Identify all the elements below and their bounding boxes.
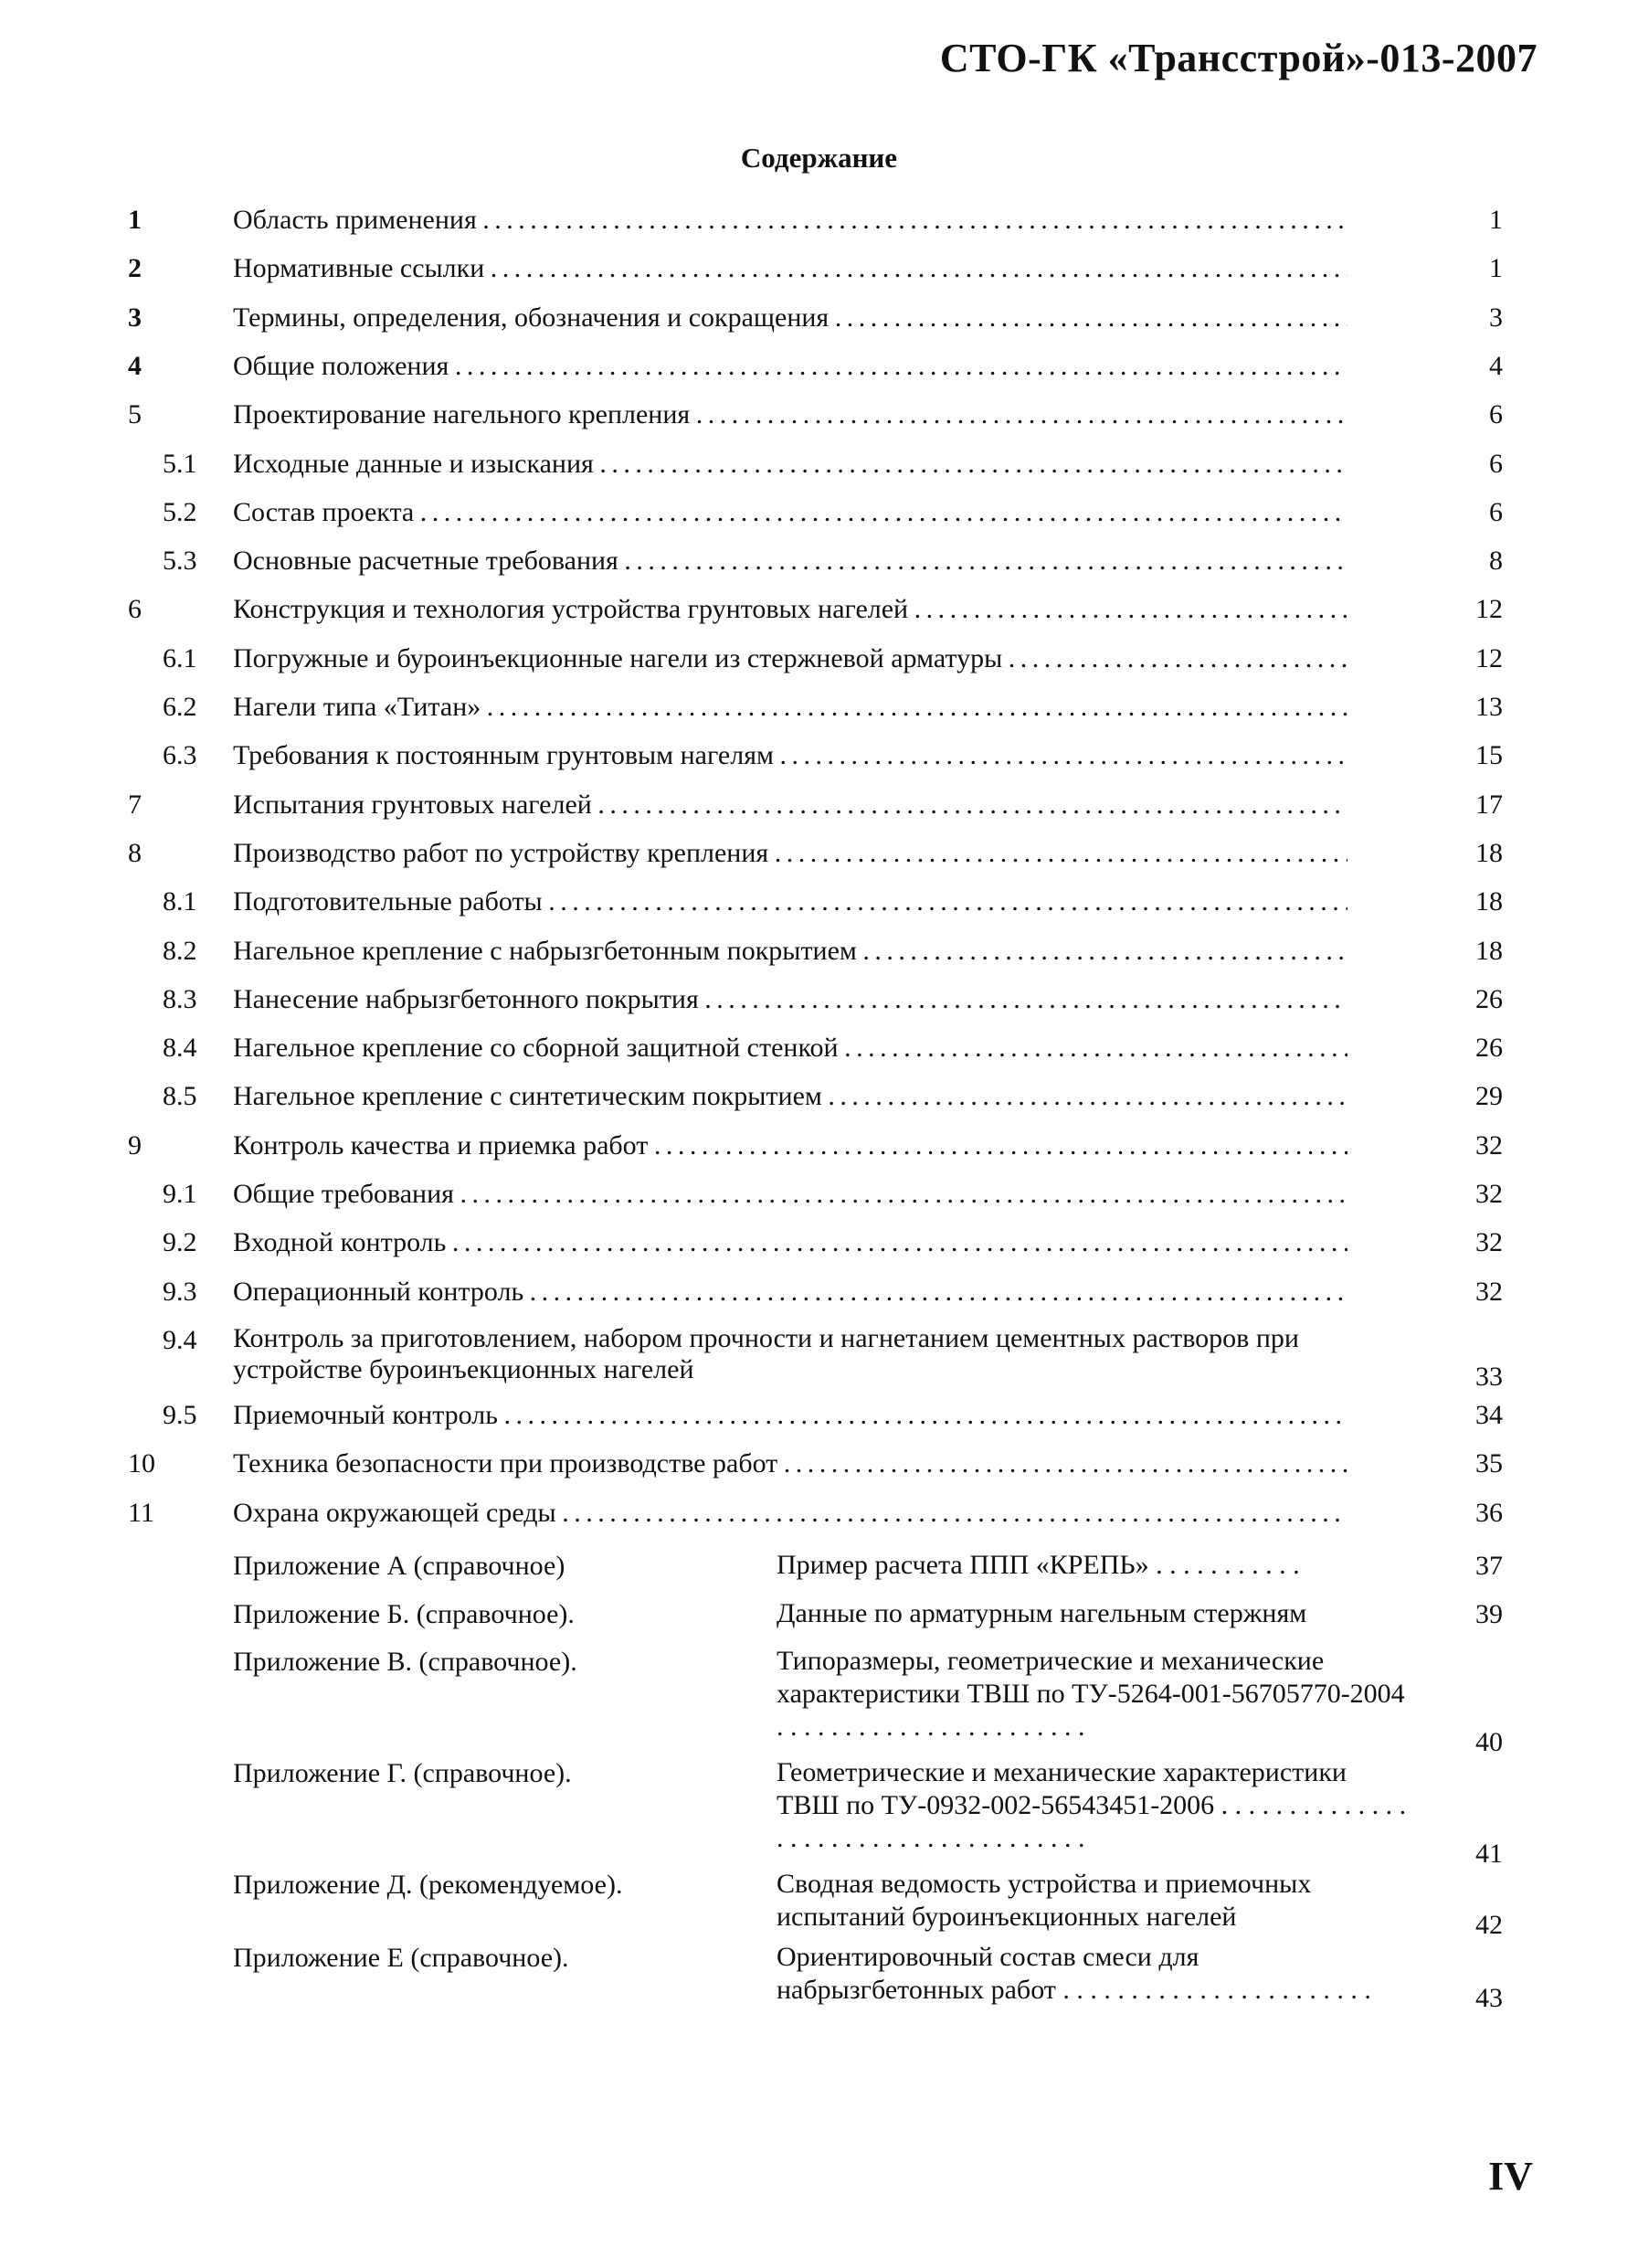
toc-entry-title: Проектирование нагельного крепления . . . [233, 397, 1347, 432]
appendix-page: 40 [1475, 1727, 1503, 1757]
toc-entry-title: Нагельное крепление с синтетическим покрытием . . . [233, 1079, 1347, 1114]
toc-entry-page: 6 [1489, 448, 1503, 479]
toc-entry[interactable] [0, 982, 1638, 1031]
toc-entry-page: 4 [1489, 350, 1503, 381]
toc-entry-title: Термины, определения, обозначения и сокращения . . . [233, 301, 1347, 335]
toc-entry-title: Нанесение набрызгбетонного покрытия . . . [233, 982, 1347, 1017]
toc-entry-title: Нагельное крепление с набрызгбетонным покрытием . . . [233, 934, 1347, 969]
toc-entry-number: 6.1 [163, 642, 197, 673]
toc-entry[interactable] [0, 447, 1638, 495]
toc-entry-number: 6 [128, 594, 142, 625]
document-code-header: СТО-ГК «Трансстрой»-013-2007 [939, 36, 1538, 80]
toc-entry-number: 4 [128, 350, 142, 381]
toc-entry[interactable] [0, 544, 1638, 592]
appendix-label: Приложение В. (справочное). [233, 1647, 577, 1677]
appendix-label: Приложение Д. (рекомендуемое). [233, 1870, 623, 1900]
toc-entry-page: 34 [1475, 1399, 1503, 1430]
toc-entry-number: 6.2 [163, 692, 197, 722]
toc-entry[interactable] [0, 1177, 1638, 1225]
toc-entry-page: 18 [1475, 935, 1503, 966]
toc-entry-page: 32 [1475, 1179, 1503, 1209]
toc-entry-title: Подготовительные работы . . . [233, 885, 1347, 919]
toc-entry[interactable] [0, 251, 1638, 300]
toc-entry[interactable] [0, 690, 1638, 738]
toc-entry-number: 9.5 [163, 1399, 197, 1430]
toc-entry-number: 9.4 [163, 1324, 197, 1355]
toc-entry-page: 1 [1489, 205, 1503, 235]
toc-entry-number: 8.1 [163, 886, 197, 917]
toc-title: Содержание [740, 142, 898, 174]
toc-entry-title: Контроль за приготовлением, набором прочности и нагнетанием цементных растворов при устройстве буроинъекционных нагелей [233, 1322, 1299, 1384]
toc-entry-title: Техника безопасности при производстве работ . . . [233, 1447, 1347, 1481]
toc-entry-title: Общие положения . . . [233, 349, 1347, 384]
toc-entry-page: 12 [1475, 594, 1503, 625]
toc-entry-page: 32 [1475, 1276, 1503, 1307]
toc-entry-number: 11 [128, 1497, 154, 1528]
toc-entry-page: 13 [1475, 692, 1503, 722]
appendix-entry[interactable] [0, 1941, 1638, 2051]
toc-entry[interactable] [0, 1079, 1638, 1128]
toc-entry-title: Исходные данные и изыскания . . . [233, 447, 1347, 482]
toc-entry-number: 8.5 [163, 1081, 197, 1112]
appendix-entry[interactable] [0, 1645, 1638, 1757]
toc-entry-page: 26 [1475, 983, 1503, 1014]
toc-entry[interactable] [0, 1447, 1638, 1495]
toc-entry-page: 26 [1475, 1033, 1503, 1064]
appendix-label: Приложение А (справочное) [233, 1551, 565, 1581]
toc-entry[interactable] [0, 1323, 1638, 1396]
toc-entry-number: 7 [128, 789, 142, 820]
toc-entry-number: 8 [128, 837, 142, 868]
appendix-label: Приложение Г. (справочное). [233, 1758, 572, 1788]
appendix-page: 42 [1475, 1910, 1503, 1940]
appendix-description: Геометрические и механические характеристики ТВШ по ТУ-0932-002-56543451-2006 . . . . . . . . . . . . . . . . . . . . . . . . . . . . . . . . . . . . . [777, 1757, 1407, 1853]
toc-entry-title: Входной контроль . . . [233, 1225, 1347, 1260]
toc-entry-page: 33 [1475, 1361, 1503, 1392]
page-number-roman: IV [1488, 2154, 1533, 2199]
toc-entry-number: 5.1 [163, 448, 197, 479]
toc-entry[interactable] [0, 1496, 1638, 1544]
toc-entry[interactable] [0, 788, 1638, 836]
toc-entry-title: Нормативные ссылки . . . [233, 251, 1347, 286]
appendix-label: Приложение Б. (справочное). [233, 1599, 575, 1629]
toc-entry-page: 29 [1475, 1081, 1503, 1112]
toc-entry-title: Требования к постоянным грунтовым нагелям . . . [233, 738, 1347, 773]
toc-entry-title: Область применения . . . [233, 203, 1347, 238]
toc-entry-title: Операционный контроль . . . [233, 1275, 1347, 1309]
appendix-description: Сводная ведомость устройства и приемочных испытаний буроинъекционных нагелей [777, 1869, 1312, 1932]
toc-entry-page: 3 [1489, 302, 1503, 333]
toc-entry-number: 1 [128, 205, 142, 235]
appendix-description: Данные по арматурным нагельным стержням [777, 1598, 1307, 1628]
appendix-entry[interactable] [0, 1756, 1638, 1869]
toc-entry-number: 10 [128, 1448, 155, 1479]
appendix-page: 37 [1475, 1551, 1503, 1581]
toc-entry[interactable] [0, 1225, 1638, 1274]
toc-entry-title: Погружные и буроинъекционные нагели из стержневой арматуры . . . [233, 641, 1347, 676]
toc-entry-title: Контроль качества и приемка работ . . . [233, 1129, 1347, 1163]
toc-entry-title: Испытания грунтовых нагелей . . . [233, 788, 1347, 822]
appendix-label: Приложение Е (справочное). [233, 1943, 569, 1973]
toc-entry[interactable] [0, 836, 1638, 885]
appendix-page: 41 [1475, 1839, 1503, 1869]
toc-entry[interactable] [0, 1031, 1638, 1079]
toc-entry[interactable] [0, 301, 1638, 349]
toc-entry-number: 8.2 [163, 935, 197, 966]
toc-entry[interactable] [0, 1275, 1638, 1323]
toc-entry-number: 9.1 [163, 1179, 197, 1209]
toc-entry-page: 35 [1475, 1448, 1503, 1479]
toc-entry-number: 3 [128, 302, 142, 333]
toc-entry[interactable] [0, 934, 1638, 982]
toc-entry-number: 2 [128, 253, 142, 284]
toc-entry-page: 1 [1489, 253, 1503, 284]
toc-entry-title: Основные расчетные требования . . . [233, 544, 1347, 578]
toc-entry-page: 18 [1475, 837, 1503, 868]
toc-entry[interactable] [0, 203, 1638, 251]
toc-entry-page: 6 [1489, 399, 1503, 430]
toc-entry-title: Производство работ по устройству крепления . . . [233, 836, 1347, 871]
toc-entry-number: 8.4 [163, 1033, 197, 1064]
toc-entry[interactable] [0, 738, 1638, 787]
toc-entry-page: 18 [1475, 886, 1503, 917]
toc-entry-page: 6 [1489, 496, 1503, 527]
toc-entry[interactable] [0, 397, 1638, 446]
toc-entry-number: 5 [128, 399, 142, 430]
toc-entry-number: 9 [128, 1129, 142, 1160]
toc-entry-title: Охрана окружающей среды . . . [233, 1496, 1347, 1531]
toc-entry-number: 5.3 [163, 546, 197, 577]
toc-entry-title: Приемочный контроль . . . [233, 1398, 1347, 1433]
appendix-page: 43 [1475, 1983, 1503, 2013]
toc-entry[interactable] [0, 349, 1638, 397]
toc-entry-page: 15 [1475, 740, 1503, 771]
toc-entry[interactable] [0, 641, 1638, 690]
toc-entry-number: 8.3 [163, 983, 197, 1014]
toc-entry-title: Конструкция и технология устройства грунтовых нагелей . . . [233, 592, 1347, 627]
toc-entry[interactable] [0, 1398, 1638, 1447]
toc-entry-number: 9.3 [163, 1276, 197, 1307]
toc-entry-page: 12 [1475, 642, 1503, 673]
appendix-page: 39 [1475, 1599, 1503, 1629]
toc-entry-title: Состав проекта . . . [233, 495, 1347, 530]
toc-entry-title: Общие требования . . . [233, 1177, 1347, 1212]
toc-entry-number: 9.2 [163, 1227, 197, 1258]
toc-entry-page: 36 [1475, 1497, 1503, 1528]
toc-entry[interactable] [0, 592, 1638, 641]
appendix-description: Типоразмеры, геометрические и механические характеристики ТВШ по ТУ-5264-001-56705770-2004 . . . . . . . . . . . . . . . . . . . . . . . [777, 1646, 1405, 1742]
toc-entry-title: Нагели типа «Титан» . . . [233, 690, 1347, 725]
toc-entry-number: 5.2 [163, 496, 197, 527]
toc-entry-page: 17 [1475, 789, 1503, 820]
toc-entry[interactable] [0, 495, 1638, 544]
toc-entry[interactable] [0, 885, 1638, 933]
toc-entry-page: 32 [1475, 1129, 1503, 1160]
appendix-description: Ориентировочный состав смеси для набрызгбетонных работ . . . . . . . . . . . . . . . . . . . . . . . [777, 1942, 1371, 2005]
toc-entry-number: 6.3 [163, 740, 197, 771]
toc-entry-page: 8 [1489, 546, 1503, 577]
appendix-description: Пример расчета ППП «КРЕПЬ» . . . . . . . . . . . [777, 1550, 1300, 1580]
toc-entry-title: Нагельное крепление со сборной защитной стенкой . . . [233, 1031, 1347, 1065]
toc-entry-page: 32 [1475, 1227, 1503, 1258]
toc-entry[interactable] [0, 1129, 1638, 1177]
